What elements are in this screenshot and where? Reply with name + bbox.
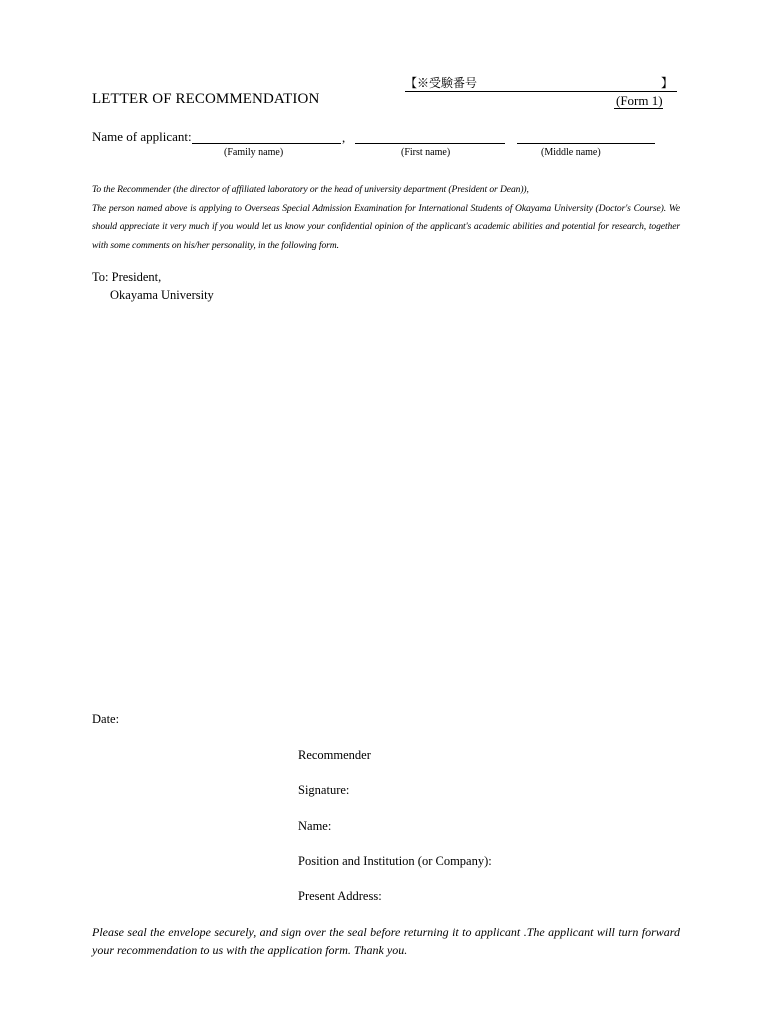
exam-number-label: 【※受験番号 xyxy=(405,76,478,90)
addressee-org: Okayama University xyxy=(110,288,214,302)
name-separator: , xyxy=(342,130,346,145)
exam-number-close: 】 xyxy=(660,76,673,90)
address-label: Present Address: xyxy=(298,889,382,903)
signature-label: Signature: xyxy=(298,783,350,797)
first-name-caption: (First name) xyxy=(401,147,451,158)
exam-number-box xyxy=(405,76,677,92)
family-name-caption: (Family name) xyxy=(224,147,284,158)
intro-line-1: To the Recommender (the director of affiliated laboratory or the head of university department (President or Dean)), xyxy=(92,184,529,195)
applicant-name-label: Name of applicant: xyxy=(92,129,192,144)
closing-note: Please seal the envelope securely, and sign over the seal before returning it to applicant .The applicant will turn forward your recommendation to us with the application form. Thank you. xyxy=(92,925,680,957)
form-number: (Form 1) xyxy=(616,93,663,108)
name-label: Name: xyxy=(298,819,332,833)
middle-name-field[interactable] xyxy=(517,143,655,144)
intro-paragraph xyxy=(92,181,680,255)
family-name-field[interactable] xyxy=(192,143,341,144)
addressee-to: To: President, xyxy=(92,270,162,284)
page-title: LETTER OF RECOMMENDATION xyxy=(92,91,320,107)
date-label: Date: xyxy=(92,712,120,726)
position-label: Position and Institution (or Company): xyxy=(298,854,492,868)
intro-line-2: The person named above is applying to Overseas Special Admission Examination for International Students of Okayama University (Doctor's Course). We should appreciate it very much if you would let us know your confidential opinion of the applicant's academic abilities and potential for research, together with some comments on his/her personality, in the following form. xyxy=(92,202,680,251)
first-name-field[interactable] xyxy=(355,143,505,144)
middle-name-caption: (Middle name) xyxy=(541,147,601,158)
recommender-label: Recommender xyxy=(298,748,371,762)
